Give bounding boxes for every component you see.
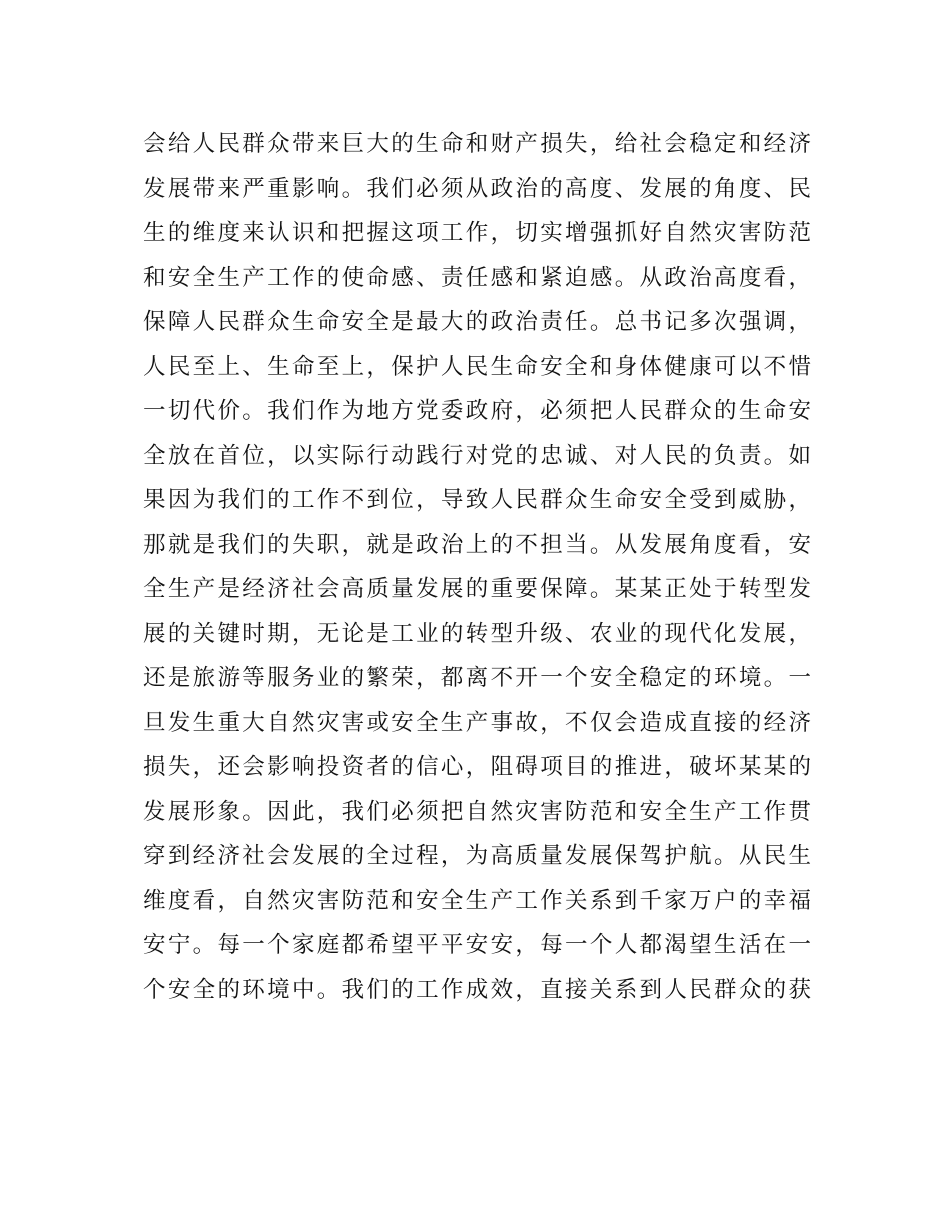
text-line: 和安全生产工作的使命感、责任感和紧迫感。从政治高度看， (143, 264, 811, 291)
text-line: 还是旅游等服务业的繁荣，都离不开一个安全稳定的环境。一 (143, 665, 811, 691)
text-line: 人民至上、生命至上，保护人民生命安全和身体健康可以不惜 (143, 353, 811, 380)
text-line: 个安全的环境中。我们的工作成效，直接关系到人民群众的获 (143, 976, 811, 1003)
text-line: 全生产是经济社会高质量发展的重要保障。某某正处于转型发 (143, 576, 811, 602)
text-line: 会给人民群众带来巨大的生命和财产损失，给社会稳定和经济 (143, 131, 811, 157)
text-line: 全放在首位，以实际行动践行对党的忠诚、对人民的负责。如 (143, 442, 811, 469)
text-line: 一切代价。我们作为地方党委政府，必须把人民群众的生命安 (143, 398, 811, 424)
text-line: 损失，还会影响投资者的信心，阻碍项目的推进，破坏某某的 (143, 754, 811, 780)
text-line: 展的关键时期，无论是工业的转型升级、农业的现代化发展， (143, 620, 811, 647)
text-line: 生的维度来认识和把握这项工作，切实增强抓好自然灾害防范 (143, 220, 811, 246)
text-line: 那就是我们的失职，就是政治上的不担当。从发展角度看，安 (143, 531, 811, 558)
text-line: 穿到经济社会发展的全过程，为高质量发展保驾护航。从民生 (143, 843, 811, 869)
text-line: 发展形象。因此，我们必须把自然灾害防范和安全生产工作贯 (143, 798, 811, 825)
text-line: 维度看，自然灾害防范和安全生产工作关系到千家万户的幸福 (143, 887, 811, 914)
text-line: 安宁。每一个家庭都希望平平安安，每一个人都渴望生活在一 (143, 932, 811, 958)
text-line: 保障人民群众生命安全是最大的政治责任。总书记多次强调， (143, 309, 811, 335)
text-line: 旦发生重大自然灾害或安全生产事故，不仅会造成直接的经济 (143, 709, 811, 736)
text-line: 发展带来严重影响。我们必须从政治的高度、发展的角度、民 (143, 175, 811, 202)
text-line: 果因为我们的工作不到位，导致人民群众生命安全受到威胁， (143, 487, 811, 513)
body-paragraph (143, 122, 811, 1012)
